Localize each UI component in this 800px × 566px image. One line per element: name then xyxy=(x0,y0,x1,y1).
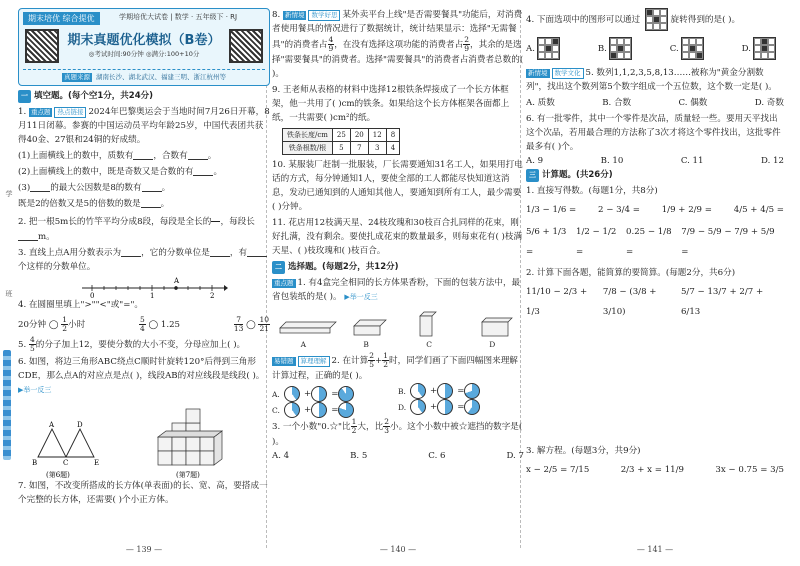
calc2-work-area[interactable] xyxy=(526,324,784,444)
calc2-row xyxy=(526,282,784,322)
number-line xyxy=(78,276,228,298)
q1-sub2b: 。 xyxy=(213,167,223,177)
q1-sub4-text: 既是2的倍数又是5的倍数的数是 xyxy=(18,199,141,209)
tag-think: 数学好思 xyxy=(308,10,340,21)
tag-key: 重点题 xyxy=(274,279,294,287)
answer-blank[interactable] xyxy=(247,247,267,257)
q1-sub1b: ，合数有 xyxy=(153,151,188,161)
option-b[interactable]: B xyxy=(363,340,369,349)
c2-den1: 5 xyxy=(369,360,374,369)
c2-text2: 时，同学们画了下面四幅图来理解计算过程，正确的是( )。 xyxy=(272,356,518,381)
exam-header xyxy=(18,8,270,86)
q4-compare-row xyxy=(18,314,270,336)
equation: x − 2/5 = 7/15 xyxy=(526,465,590,475)
calc-item: 1/3 − 1/6 = xyxy=(526,205,577,215)
q5-frac-num: 4 xyxy=(29,335,35,344)
pie-icon xyxy=(338,386,354,402)
section3-title xyxy=(526,169,784,182)
choice-2: 易错题 算理理解 2. 在计算 $\frac{2}{5}$ + $\frac{1}{2}$ 时，同学们画了下面四幅图来理解计算过程，正确的是( )。 xyxy=(272,351,518,381)
qr-code-left-icon[interactable] xyxy=(25,29,59,63)
c3-den1: 2 xyxy=(351,426,357,435)
answer-blank[interactable] xyxy=(18,231,38,241)
pie-icon xyxy=(437,399,453,415)
pie-icon xyxy=(437,383,453,399)
c3-den2: 3 xyxy=(384,426,389,435)
c3-text: 3. 一个小数"0.☆"比 xyxy=(272,422,351,432)
source-label: 真题来源 xyxy=(63,73,90,81)
cell: 8 xyxy=(386,129,399,142)
answer-blank[interactable] xyxy=(30,182,50,192)
c2-num1: 2 xyxy=(369,351,374,360)
page-141 xyxy=(526,8,784,556)
c2-option-c[interactable]: C. + = xyxy=(272,402,524,418)
pie-icon xyxy=(410,383,426,399)
q1-sub1 xyxy=(18,149,270,163)
option-d[interactable]: D. 奇数 xyxy=(754,98,784,108)
c1-options xyxy=(272,340,524,349)
qr-code-right-icon[interactable] xyxy=(229,29,263,63)
equation: 2/3 + x = 11/9 xyxy=(620,465,684,475)
page-139 xyxy=(18,8,270,556)
calc-item: 4/5 + 4/5 = xyxy=(733,205,784,215)
calc-item: 0.25 − 1/8 = xyxy=(626,227,672,257)
c4-option-a[interactable] xyxy=(526,37,560,60)
choice-1 xyxy=(272,276,524,304)
q3-text: 3. 直线上点A用分数表示为 xyxy=(18,248,122,258)
q4-a1: 20分钟 xyxy=(18,320,47,330)
c2-den2: 2 xyxy=(383,360,388,369)
q4-item-c: $\frac{7}{13}$ ◯ $\frac{10}{21}$ xyxy=(233,315,269,333)
q1-sub3-text: (3) xyxy=(18,183,31,193)
q4-b2: 1.25 xyxy=(160,320,181,330)
c3-num1: 1 xyxy=(351,417,357,426)
exam-title: 期末真题优化模拟（B卷） xyxy=(67,33,221,48)
c2-d-label: D. xyxy=(398,402,407,412)
q4-item-a: 20分钟 ◯ $\frac{1}{2}$ 小时 xyxy=(18,315,86,333)
tag-culture: 数学文化 xyxy=(552,68,584,79)
c4-b-label: B. xyxy=(597,43,607,54)
q6-text: 6. 如图，将边三角形ABC绕点C顺时针旋转120°后得到三角形CDE，那么点A的对应点是点( )，线段AB的对应线段是线段( )。 xyxy=(18,357,265,381)
c3-options xyxy=(272,451,524,461)
vertex-C: C xyxy=(63,459,69,467)
side-label-class: 班 xyxy=(5,290,13,297)
q1-sub2-text: (2)上面横线上的数中，既是奇数又是合数的有 xyxy=(18,167,194,177)
option-b[interactable]: B. 5 xyxy=(350,451,368,461)
cell: 12 xyxy=(368,129,386,142)
c2-text: 2. 在计算 xyxy=(331,356,369,366)
cell: 7 xyxy=(350,142,368,155)
question-4: 4. 在圆圈里填上">""<"或"="。 xyxy=(18,300,143,310)
c6-options xyxy=(526,156,784,166)
q2-text2: ，每段长 xyxy=(220,217,255,227)
c2-option-b[interactable]: B. + = xyxy=(398,383,524,399)
q4-b-den: 4 xyxy=(140,324,145,333)
q8-den2: 9 xyxy=(464,44,469,53)
option-d[interactable]: D. 7 xyxy=(506,451,524,461)
tick-2: 2 xyxy=(210,292,215,298)
q9-header-length: 铁条长度/cm xyxy=(283,129,333,142)
header-banner: 期末培优 综合提优 xyxy=(23,12,100,25)
c4-option-d[interactable] xyxy=(742,37,776,60)
q1-sub3c: 。 xyxy=(161,183,171,193)
pie-icon xyxy=(410,399,426,415)
question-8: 8. 新情境 数学好思 某外卖平台上线"是否需要餐具"功能后，对消费者使用餐具的情况进行了数据统计，统计结果显示：选择"无需餐具"的消费者占 $\frac{4}{9}$ ，在没有选择这项功能的消费者占 $\frac{2}{9}$ ，其余的是选择"需要餐具"的消费者。选择"需要餐具"的消费者占消费者总数的( )。 xyxy=(272,10,524,79)
cell: 5 xyxy=(332,142,350,155)
c2-c-label: C. xyxy=(272,405,280,415)
option-a[interactable]: A xyxy=(300,340,307,349)
q8-text2: ，在没有选择这项功能的消费者占 xyxy=(334,40,464,50)
q8-num: 4 xyxy=(328,35,334,44)
section2-badge: 二 xyxy=(272,261,285,274)
c4-c-label: C. xyxy=(669,43,679,54)
c3-text2: 大，比 xyxy=(357,422,384,432)
pie-icon xyxy=(311,402,327,418)
q3-text4: 个这样的分数单位。 xyxy=(18,262,96,272)
calc-item: 1/9 + 2/9 = xyxy=(661,205,712,215)
c4-a-label: A. xyxy=(526,43,535,54)
q5-num: 5. xyxy=(18,340,29,350)
q9-table xyxy=(282,128,400,155)
q9-header-count: 铁条根数/根 xyxy=(283,142,333,155)
tag-new: 新情境 xyxy=(284,11,305,19)
q1-sub4 xyxy=(18,197,270,211)
calc-item: 7/9 − 5/9 − 7/9 + 5/9 = xyxy=(681,227,775,257)
calc-item: 5/6 + 1/3 = xyxy=(526,227,567,257)
point-a-label: A xyxy=(174,277,180,285)
pie-icon xyxy=(284,402,300,418)
answer-blank[interactable] xyxy=(141,198,161,208)
q4-c2-den: 21 xyxy=(259,324,269,333)
q1-text: 2024年巴黎奥运会于当地时间7月26日开幕，8月11日闭幕。参赛的中国运动员平均年龄25岁，中国代表团共获得40金、27银和24铜的好成绩。 xyxy=(18,107,270,145)
question-3 xyxy=(18,246,270,274)
q1-sub1-text: (1)上面横线上的数中，质数有 xyxy=(18,151,134,161)
q8-text3: ，其余的是选择"需要餐具"的消费者。选择"需要餐具"的消费者占消费者总数的( )。 xyxy=(272,40,524,79)
q3-text2: ，它的分数单位是 xyxy=(141,248,210,258)
option-d[interactable]: D xyxy=(489,340,496,349)
answer-blank[interactable] xyxy=(193,166,213,176)
q2-text: 2. 把一根5m长的竹竿平均分成8段，每段是全长的 xyxy=(18,217,212,227)
vertex-D: D xyxy=(77,421,83,429)
option-d[interactable]: D. 12 xyxy=(760,156,784,166)
answer-blank[interactable] xyxy=(121,247,141,257)
c4-option-b[interactable] xyxy=(598,37,632,60)
section2-title xyxy=(272,261,524,274)
option-a[interactable]: A. 质数 xyxy=(526,98,555,108)
caption-q7: (第7题) xyxy=(176,471,200,479)
equation: 3x − 0.75 = 3/5 xyxy=(715,465,784,475)
q4-a-den: 2 xyxy=(62,324,67,333)
cell: 3 xyxy=(368,142,386,155)
c4-text: 4. 下面选项中的图形可以通过 xyxy=(526,15,641,25)
tick-0: 0 xyxy=(90,292,95,298)
question-1: 1. 重点题 热点链接 2024年巴黎奥运会于当地时间7月26日开幕，8月11日闭幕。参赛的中国运动员平均年龄25岁，中国代表团共获得40金、27银和24铜的好成绩。 xyxy=(18,107,270,145)
q1-sub3b: 的最大公因数是8的数有 xyxy=(50,183,142,193)
calc2-expr: 11/10 − 2/3 + 1/3 xyxy=(526,287,588,317)
q1-sub2 xyxy=(18,165,270,179)
q8-text: 某外卖平台上线"是否需要餐具"功能后，对消费者使用餐具的情况进行了数据统计，统计结果显示：选择"无需餐具"的消费者占 xyxy=(272,10,523,50)
c2-a-label: A. xyxy=(272,389,280,399)
option-b[interactable]: B. 合数 xyxy=(602,98,632,108)
calc1-row1 xyxy=(526,200,784,220)
section3-text: 计算题。(共26分) xyxy=(542,170,613,180)
tag-error: 易错题 xyxy=(274,357,294,365)
q5-frac-den: 5 xyxy=(29,344,35,353)
question-5 xyxy=(18,336,270,353)
choice-3 xyxy=(272,418,524,449)
c4-text2: 旋转得到的是( )。 xyxy=(670,15,741,25)
header-series: 学期培优大试卷 | 数学 · 五年级下 · RJ xyxy=(119,13,238,21)
q1-sub3 xyxy=(18,181,270,195)
option-a[interactable]: A. 9 xyxy=(526,156,544,166)
c1-text: 1. 有4盒完全相同的长方体果香粉，下面的包装方法中，最省包装纸的是( )。 xyxy=(272,278,521,302)
question-2 xyxy=(18,213,270,244)
c3-text3: 小。这个小数中被☆遮挡的数字是( )。 xyxy=(272,422,523,447)
pie-icon xyxy=(284,386,300,402)
question-6 xyxy=(18,355,270,397)
option-a[interactable]: A. 4 xyxy=(272,451,290,461)
q8-num2: 2 xyxy=(464,35,469,44)
option-c[interactable]: C. 偶数 xyxy=(678,98,708,108)
c4-option-c[interactable] xyxy=(670,37,704,60)
vertex-E: E xyxy=(94,459,100,467)
q6-q7-figures xyxy=(18,399,258,479)
option-b[interactable]: B. 10 xyxy=(600,156,624,166)
source-bar xyxy=(23,69,265,82)
calc2-title: 2. 计算下面各题，能简算的要简算。(每题2分，共6分) xyxy=(526,268,736,278)
q4-c-num: 7 xyxy=(234,316,244,325)
tag-new: 新情境 xyxy=(528,69,548,77)
c3-num2: 2 xyxy=(384,417,389,426)
q8-den: 9 xyxy=(328,44,334,53)
pie-icon xyxy=(311,386,327,402)
q4-a-frac xyxy=(61,316,68,333)
question-10: 10. 某服装厂赶制一批服装，厂长需要通知31名工人，如果用打电话的方式，每分钟通知1人，要使全部的工人都能尽快知道这消息，发动已通知到的人通知其他人，要通知到所有工人，最少需要( )分钟。 xyxy=(272,160,523,212)
q4-a-num: 1 xyxy=(62,315,67,324)
q4-b-num: 5 xyxy=(140,315,145,324)
c4-options xyxy=(526,37,784,60)
question-9: 9. 王老师从表格的材料中选择12根铁条焊接成了一个长方体框架，他一共用了( )cm的铁条。如果给这个长方体框架各面都上纸，一共需要( )cm²的纸。 xyxy=(272,85,510,123)
c2-b-label: B. xyxy=(398,386,406,396)
cell: 25 xyxy=(332,129,350,142)
answer-blank[interactable] xyxy=(210,247,230,257)
q4-item-b: $\frac{5}{4}$ ◯ 1.25 xyxy=(140,315,181,333)
c5-options xyxy=(526,96,784,108)
pie-icon xyxy=(338,402,354,418)
calc2-expr: 7/8 − (3/8 + 3/10) xyxy=(602,287,657,317)
answer-blank[interactable] xyxy=(142,182,162,192)
option-c[interactable]: C xyxy=(426,340,432,349)
choice-4 xyxy=(526,8,784,31)
q1-sub1c: 。 xyxy=(207,151,217,161)
vertex-A: A xyxy=(49,421,55,429)
section1-title xyxy=(18,90,270,103)
source-text: 湖南长沙、湖北武汉、福建三明、浙江杭州等 xyxy=(96,73,227,81)
cell: 20 xyxy=(350,129,368,142)
section1-badge: 一 xyxy=(18,90,31,103)
calc2-expr: 5/7 − 13/7 + 2/7 + 6/13 xyxy=(680,287,764,317)
option-c[interactable]: C. 6 xyxy=(428,451,446,461)
calc3-title: 3. 解方程。(每题3分，共9分) xyxy=(526,446,641,456)
link-practice[interactable]: ▶举一反三 xyxy=(344,293,378,301)
c1-package-figures xyxy=(272,306,524,340)
link-practice[interactable]: ▶举一反三 xyxy=(18,386,52,394)
option-c[interactable]: C. 11 xyxy=(680,156,704,166)
answer-blank[interactable] xyxy=(133,150,153,160)
c2-num2: 1 xyxy=(383,351,388,360)
tick-1: 1 xyxy=(150,292,155,298)
caption-q6: (第6题) xyxy=(46,471,70,479)
q3-text3: ，有 xyxy=(229,248,248,258)
q1-sub4b: 。 xyxy=(160,199,170,209)
tag-reason: 算理理解 xyxy=(298,356,330,367)
q4-c2-num: 10 xyxy=(259,315,269,324)
page-number-140: — 140 — xyxy=(379,545,417,554)
q5-text: 的分子加上12，要使分数的大小不变，分母应加上( )。 xyxy=(35,340,246,350)
answer-blank[interactable] xyxy=(188,150,208,160)
question-11: 11. 花店用12枝满天星、24枝玫瑰和30枝百合扎同样的花束，刚好扎满，没有剩余。要使扎成花束的数量最多，则每束花有( )枝满天星、( )枝玫瑰和( )枝百合。 xyxy=(272,218,523,256)
q4-a2: 小时 xyxy=(68,320,86,330)
calc-item: 2 − 3/4 = xyxy=(598,205,640,215)
section2-text: 选择题。(每题2分，共12分) xyxy=(288,262,399,272)
rotation-source-icon xyxy=(645,8,668,31)
calc-item: 1/2 − 1/2 = xyxy=(576,227,617,257)
exam-subinfo: ◎考试时间:90分钟 ◎满分:100+10分 xyxy=(88,50,200,58)
calc1-title: 1. 直接写得数。(每题1分，共8分) xyxy=(526,186,658,196)
vertex-B: B xyxy=(32,459,38,467)
question-7: 7. 如图，不改变所搭成的长方体(单表面)的长、宽、高，要搭成一个完整的长方体，还需要( )个小正方体。 xyxy=(18,481,268,505)
q2-unit: m。 xyxy=(38,232,55,242)
page-140 xyxy=(272,8,524,556)
side-label-school: 学 xyxy=(5,190,13,197)
c2-option-d[interactable]: D. + = xyxy=(398,399,524,415)
section3-badge: 三 xyxy=(526,169,539,182)
page-number-141: — 141 — xyxy=(636,545,674,554)
tag-hot: 热点链接 xyxy=(54,107,86,118)
section1-text: 填空题。(每个空1分，共24分) xyxy=(34,91,154,101)
choice-5 xyxy=(526,66,784,94)
pie-icon xyxy=(464,383,480,399)
c5-text: 5. 数列1,1,2,3,5,8,13……被称为"黄金分割数列"，找出这个数列第5个数字组成一个五位数，这个数一定是( )。 xyxy=(526,68,777,92)
page-number-139: — 139 — xyxy=(125,545,163,554)
side-decoration xyxy=(3,350,11,460)
calc1-row2 xyxy=(526,222,784,262)
cell: 4 xyxy=(386,142,399,155)
tag-key: 重点题 xyxy=(30,108,51,116)
choice-6: 6. 有一批零件，其中一个零件是次品，质量轻一些。要用天平找出这个次品，若用最合理的方法称了3次才将这个零件找出，这批零件最多有( )个。 xyxy=(526,114,781,152)
pie-icon xyxy=(464,399,480,415)
c4-d-label: D. xyxy=(741,43,751,54)
c2-option-a[interactable]: A. + = xyxy=(272,386,524,402)
q4-c-den: 13 xyxy=(233,324,244,333)
calc3-row xyxy=(526,460,784,480)
